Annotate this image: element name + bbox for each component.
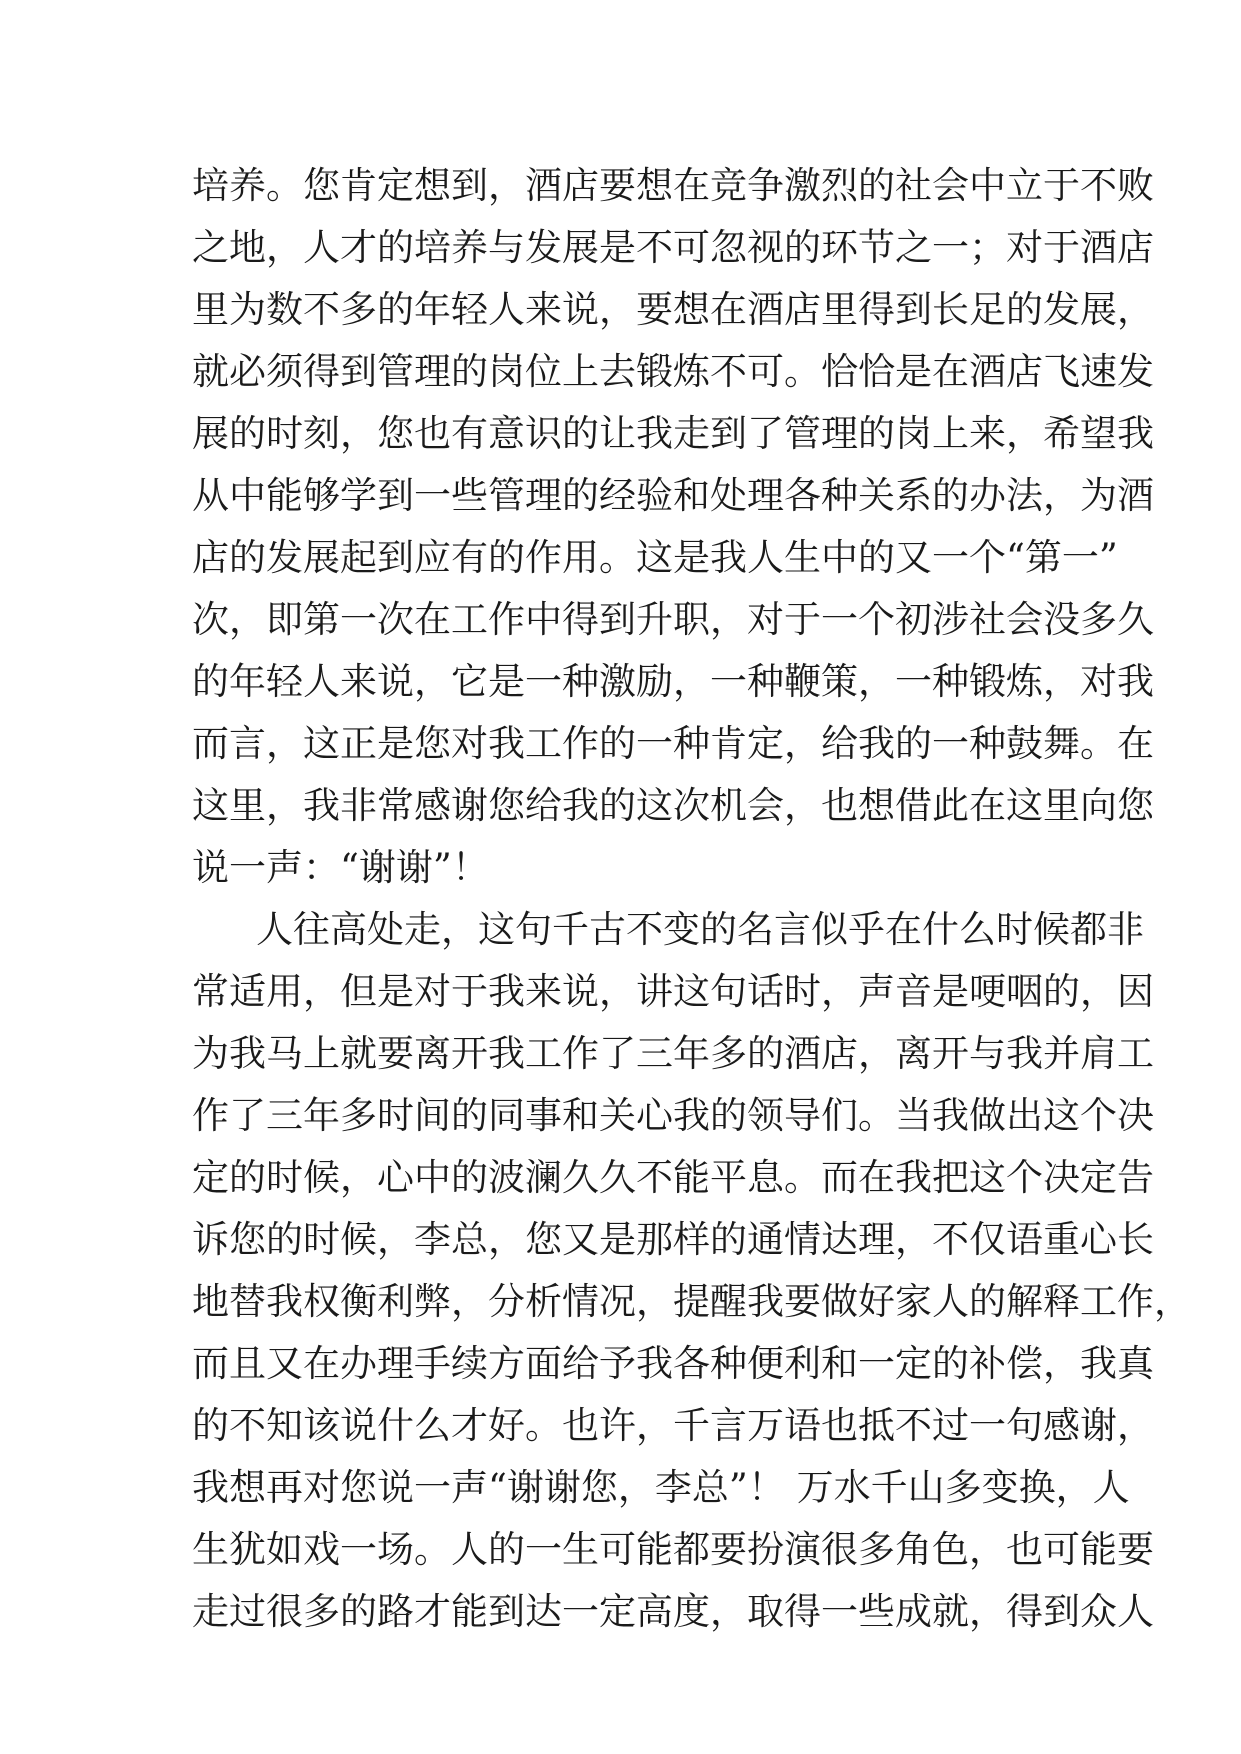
text-line: 地替我权衡利弊，分析情况，提醒我要做好家人的解释工作，: [192, 1280, 1191, 1323]
text-line: 这里，我非常感谢您给我的这次机会，也想借此在这里向您: [192, 784, 1154, 827]
text-line: 常适用，但是对于我来说，讲这句话时，声音是哽咽的，因: [192, 970, 1154, 1013]
text-line: 走过很多的路才能到达一定高度，取得一些成就，得到众人: [192, 1590, 1154, 1633]
text-line: 店的发展起到应有的作用。这是我人生中的又一个“第一”: [192, 536, 1118, 579]
text-line: 人往高处走，这句千古不变的名言似乎在什么时候都非: [256, 908, 1144, 951]
text-line: 生犹如戏一场。人的一生可能都要扮演很多角色，也可能要: [192, 1528, 1154, 1571]
text-line: 次，即第一次在工作中得到升职，对于一个初涉社会没多久: [192, 598, 1154, 641]
text-line: 诉您的时候，李总，您又是那样的通情达理，不仅语重心长: [192, 1218, 1154, 1261]
text-line: 展的时刻，您也有意识的让我走到了管理的岗上来，希望我: [192, 412, 1154, 455]
text-line: 为我马上就要离开我工作了三年多的酒店，离开与我并肩工: [192, 1032, 1154, 1075]
text-line: 作了三年多时间的同事和关心我的领导们。当我做出这个决: [192, 1094, 1154, 1137]
text-line: 之地，人才的培养与发展是不可忽视的环节之一；对于酒店: [192, 226, 1154, 269]
text-line: 的不知该说什么才好。也许，千言万语也抵不过一句感谢，: [192, 1404, 1154, 1447]
paragraph: [192, 899, 1191, 1643]
text-line: 而言，这正是您对我工作的一种肯定，给我的一种鼓舞。在: [192, 722, 1154, 765]
text-line: 从中能够学到一些管理的经验和处理各种关系的办法，为酒: [192, 474, 1154, 517]
text-line: 定的时候，心中的波澜久久不能平息。而在我把这个决定告: [192, 1156, 1154, 1199]
text-line: 培养。您肯定想到，酒店要想在竞争激烈的社会中立于不败: [192, 164, 1154, 207]
text-line: 的年轻人来说，它是一种激励，一种鞭策，一种锻炼，对我: [192, 660, 1154, 703]
paragraph: [192, 155, 1154, 899]
text-line: 我想再对您说一声“谢谢您，李总”！ 万水千山多变换，人: [192, 1466, 1130, 1509]
text-line: 而且又在办理手续方面给予我各种便利和一定的补偿，我真: [192, 1342, 1154, 1385]
text-line: 就必须得到管理的岗位上去锻炼不可。恰恰是在酒店飞速发: [192, 350, 1154, 393]
text-line: 里为数不多的年轻人来说，要想在酒店里得到长足的发展，: [192, 288, 1154, 331]
text-line: 说一声：“谢谢”！: [192, 846, 489, 889]
body-text: [192, 155, 1191, 1643]
